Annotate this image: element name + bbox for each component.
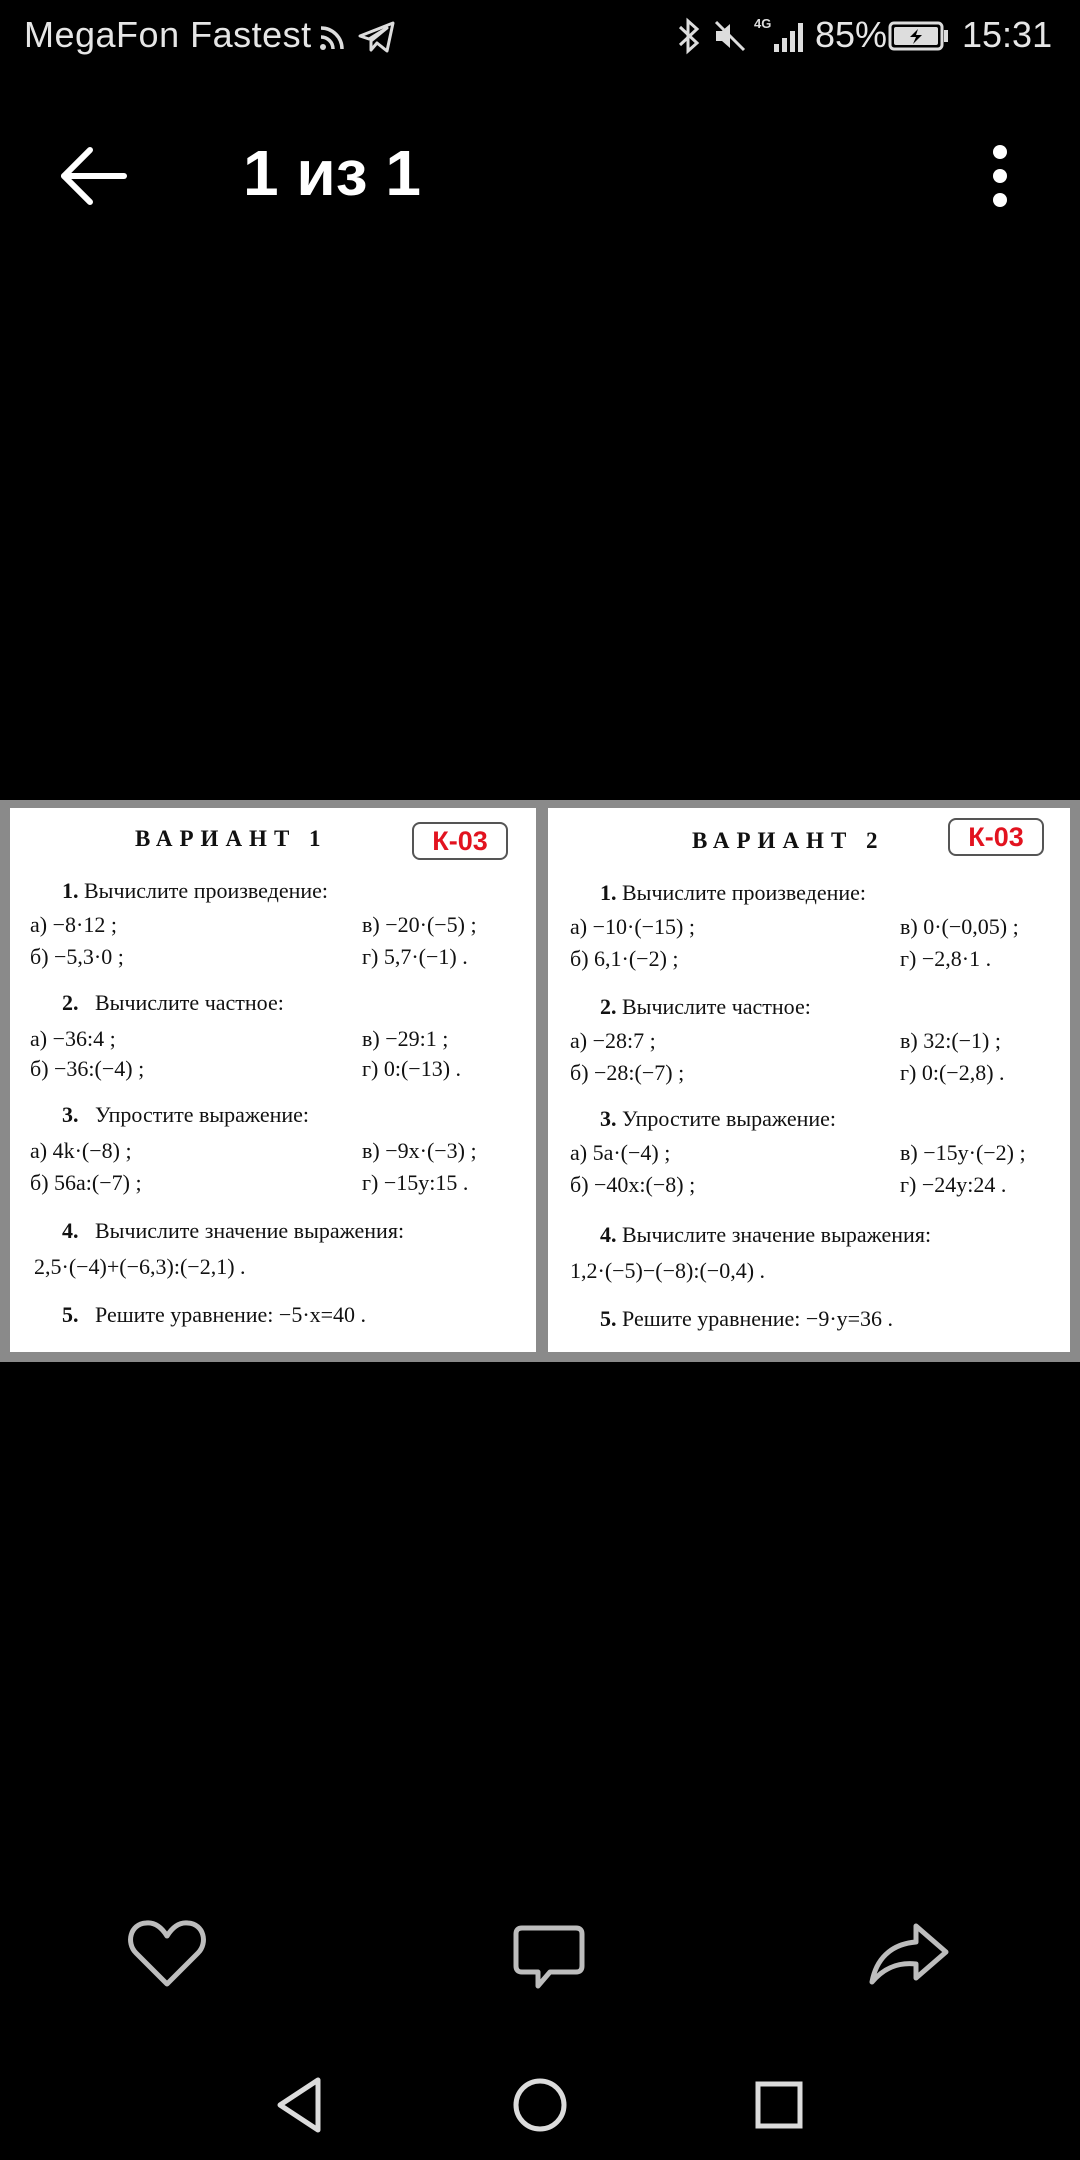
telegram-icon [358, 20, 396, 54]
task-3-v: в) −15y·(−2) ; [900, 1140, 1026, 1165]
carrier-name: MegaFon Fastest [24, 14, 312, 55]
bluetooth-icon [676, 16, 702, 56]
task-3-b: б) 56a:(−7) ; [30, 1170, 142, 1195]
task-4-title: 4. Вычислите значение выражения: [62, 1218, 405, 1243]
variant-2-card [548, 808, 1070, 1352]
nav-home-icon [505, 2070, 575, 2140]
task-4-title: 4. Вычислите значение выражения: [600, 1222, 932, 1247]
svg-text:4G: 4G [754, 16, 772, 31]
task-2-g: г) 0:(−2,8) . [900, 1060, 1005, 1085]
task-1-title: 1. Вычислите произведение: [62, 878, 329, 903]
task-5-title: 5. Решите уравнение: −9·y=36 . [600, 1306, 894, 1331]
task-3-title: 3. Упростите выражение: [62, 1102, 310, 1127]
task-1-a: а) −10·(−15) ; [570, 914, 695, 939]
system-nav-bar [0, 2050, 1080, 2160]
task-1-a: а) −8·12 ; [30, 912, 117, 937]
task-3-b: б) −40x:(−8) ; [570, 1172, 696, 1197]
task-4-expression: 1,2·(−5)−(−8):(−0,4) . [570, 1258, 766, 1283]
share-icon [864, 1910, 954, 2000]
task-1-title: 1. Вычислите произведение: [600, 880, 867, 905]
task-2-a: а) −28:7 ; [570, 1028, 656, 1053]
task-3-a: а) 5a·(−4) ; [570, 1140, 671, 1165]
variant-heading: ВАРИАНТ 2 [692, 828, 885, 853]
task-1-g: г) 5,7·(−1) . [362, 944, 468, 969]
nav-recents-icon [744, 2070, 814, 2140]
comment-button[interactable] [504, 1910, 594, 2000]
task-2-g: г) 0:(−13) . [362, 1056, 462, 1081]
test-code-badge: К-03 [412, 822, 508, 860]
task-3-a: а) 4k·(−8) ; [30, 1138, 132, 1163]
nav-back-icon [266, 2070, 336, 2140]
task-2-a: а) −36:4 ; [30, 1026, 116, 1051]
task-2-v: в) 32:(−1) ; [900, 1028, 1001, 1053]
nav-home-button[interactable] [505, 2070, 575, 2140]
app-bar [0, 110, 1080, 230]
task-1-b: б) 6,1·(−2) ; [570, 946, 679, 971]
task-3-g: г) −15y:15 . [362, 1170, 469, 1195]
task-3-g: г) −24y:24 . [900, 1172, 1007, 1197]
task-1-g: г) −2,8·1 . [900, 946, 992, 971]
test-code-badge: К-03 [948, 818, 1044, 856]
task-3-v: в) −9x·(−3) ; [362, 1138, 477, 1163]
task-3-title: 3. Упростите выражение: [600, 1106, 837, 1131]
worksheet-photo[interactable] [0, 800, 1080, 1362]
more-vertical-icon [970, 134, 1030, 218]
task-2-v: в) −29:1 ; [362, 1026, 449, 1051]
heart-icon [122, 1910, 212, 2000]
back-button[interactable] [52, 134, 136, 218]
task-4-expression: 2,5·(−4)+(−6,3):(−2,1) . [34, 1254, 246, 1279]
task-1-b: б) −5,3·0 ; [30, 944, 124, 969]
variant-1-card [10, 808, 536, 1352]
clock: 15:31 [962, 14, 1053, 55]
more-options-button[interactable] [970, 134, 1030, 218]
battery-charging-icon [888, 20, 950, 52]
arrow-left-icon [52, 134, 136, 218]
task-1-v: в) 0·(−0,05) ; [900, 914, 1019, 939]
task-5-title: 5. Решите уравнение: −5·x=40 . [62, 1302, 367, 1327]
task-2-title: 2. Вычислите частное: [62, 990, 284, 1015]
page-title: 1 из 1 [243, 137, 421, 209]
comment-icon [504, 1910, 594, 2000]
share-button[interactable] [864, 1910, 954, 2000]
mute-icon [712, 18, 748, 54]
signal-icon [752, 14, 810, 54]
nav-recents-button[interactable] [744, 2070, 814, 2140]
like-button[interactable] [122, 1910, 212, 2000]
nav-back-button[interactable] [266, 2070, 336, 2140]
task-2-b: б) −28:(−7) ; [570, 1060, 685, 1085]
cast-icon [318, 22, 348, 52]
post-actions [0, 1910, 1080, 2010]
task-1-v: в) −20·(−5) ; [362, 912, 477, 937]
variant-heading: ВАРИАНТ 1 [135, 826, 328, 851]
task-2-b: б) −36:(−4) ; [30, 1056, 145, 1081]
task-2-title: 2. Вычислите частное: [600, 994, 811, 1019]
battery-percent: 85% [815, 14, 888, 55]
status-bar [0, 0, 1080, 76]
